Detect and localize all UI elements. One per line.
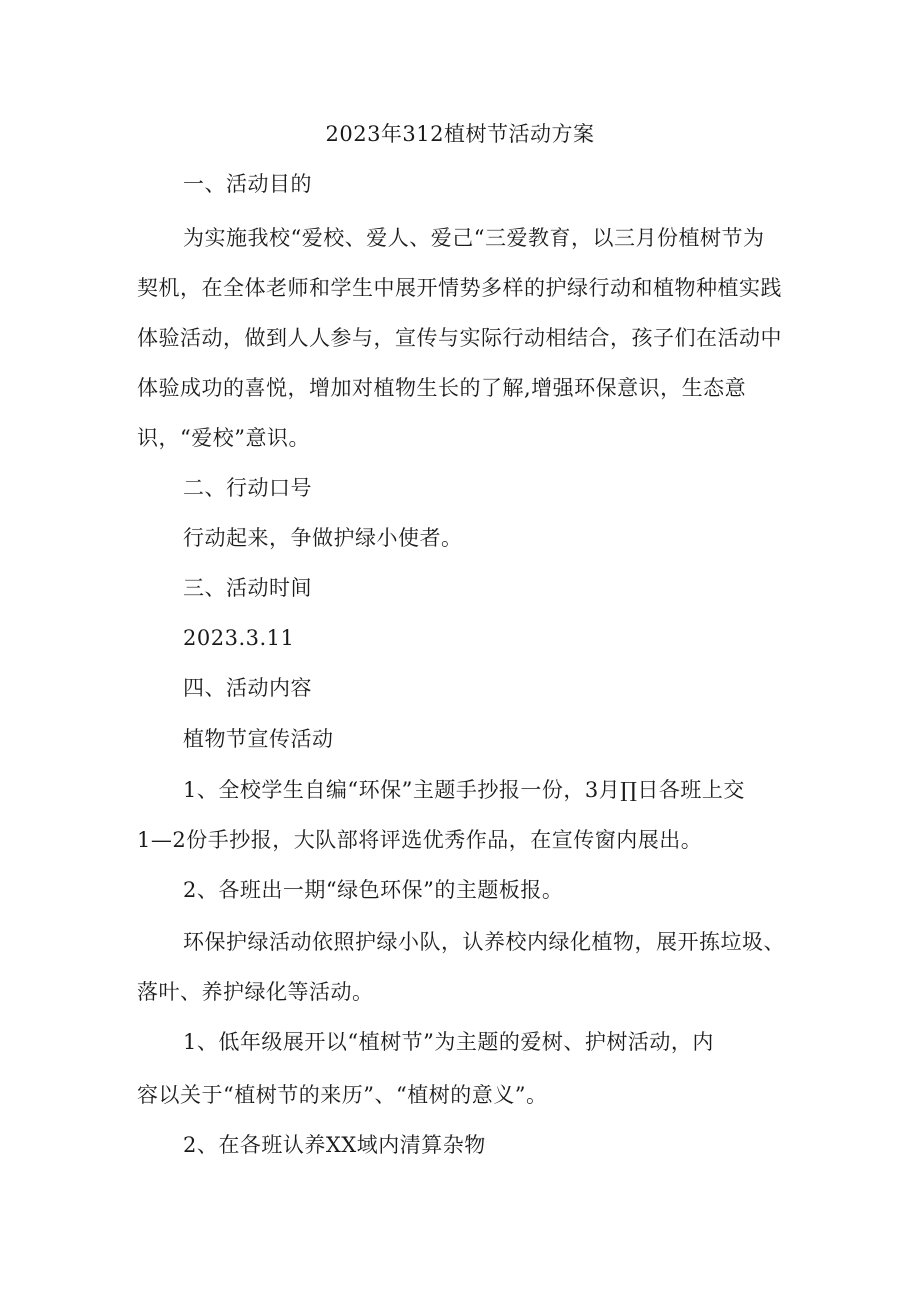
paragraph-line: 2、在各班认养XX域内清算杂物 xyxy=(183,1133,486,1157)
paragraph-line: 1、低年级展开以“植树节”为主题的爱树、护树活动，内 xyxy=(183,1030,714,1054)
paragraph-line: 1—2份手抄报，大队部将评选优秀作品，在宣传窗内展出。 xyxy=(137,828,703,852)
paragraph-line: 识，“爱校”意识。 xyxy=(137,426,310,450)
document-title: 2023年312植树节活动方案 xyxy=(325,122,595,146)
subheading-promotion: 植物节宣传活动 xyxy=(183,727,334,751)
paragraph-line: 落叶、养护绿化等活动。 xyxy=(137,980,374,1004)
paragraph-line: 2、各班出一期“绿色环保”的主题板报。 xyxy=(183,878,564,902)
section-heading-time: 三、活动时间 xyxy=(183,576,312,600)
slogan-text: 行动起来，争做护绿小使者。 xyxy=(183,526,463,550)
paragraph-line: 环保护绿活动依照护绿小队，认养校内绿化植物，展开拣垃圾、 xyxy=(183,930,785,954)
section-heading-purpose: 一、活动目的 xyxy=(183,172,312,196)
paragraph-line: 契机，在全体老师和学生中展开情势多样的护绿行动和植物种植实践 xyxy=(137,276,782,300)
paragraph-line: 体验成功的喜悦，增加对植物生长的了解,增强环保意识，生态意 xyxy=(137,376,747,400)
paragraph-line: 容以关于“植树节的来历”、“植树的意义”。 xyxy=(137,1083,548,1107)
paragraph-line: 体验活动，做到人人参与，宣传与实际行动相结合，孩子们在活动中 xyxy=(137,326,782,350)
section-heading-slogan: 二、行动口号 xyxy=(183,476,312,500)
paragraph-line: 为实施我校“爱校、爱人、爱己“三爱教育，以三月份植树节为 xyxy=(183,226,765,250)
section-heading-content: 四、活动内容 xyxy=(183,676,312,700)
paragraph-line: 1、全校学生自编“环保”主题手抄报一份，3月∏日各班上交 xyxy=(183,778,745,802)
activity-date: 2023.3.11 xyxy=(183,626,295,650)
